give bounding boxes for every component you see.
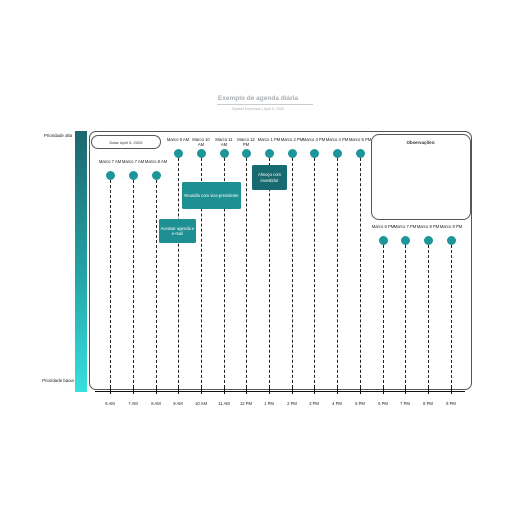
milestone-dot[interactable] <box>401 236 410 245</box>
axis-tick <box>246 388 247 394</box>
axis-tick-label: 12 PM <box>239 401 253 406</box>
date-box <box>91 135 161 149</box>
axis-tick-label: 8 PM <box>423 401 433 406</box>
milestone-label: Marco 9 AM <box>166 137 190 142</box>
milestone-guide-line <box>246 158 247 388</box>
milestone-dot[interactable] <box>197 149 206 158</box>
axis-tick-label: 10 AM <box>195 401 207 406</box>
page-subtitle: Ryzwet Empresas | April 5, 2025 <box>232 107 284 111</box>
event-investor-lunch[interactable] <box>252 165 287 190</box>
date-label: Data: April 5, 2025 <box>109 139 143 145</box>
milestone-dot[interactable] <box>220 149 229 158</box>
title-divider <box>217 104 313 105</box>
axis-tick <box>405 388 406 394</box>
milestone-dot[interactable] <box>424 236 433 245</box>
milestone-label: Marco 4 PM <box>325 137 349 142</box>
axis-tick <box>314 388 315 394</box>
observations-box[interactable] <box>371 134 471 220</box>
milestone-guide-line <box>314 158 315 388</box>
axis-tick <box>224 388 225 394</box>
milestone-dot[interactable] <box>129 171 138 180</box>
milestone-guide-line <box>337 158 338 388</box>
page-title: Exemplo de agenda diária <box>217 95 299 102</box>
milestone-guide-line <box>428 245 429 388</box>
milestone-label: Marco 7 AM <box>121 159 145 164</box>
axis-tick <box>383 388 384 394</box>
event-label: Almoço com investidor <box>257 172 282 183</box>
milestone-label: Marco 6 PM <box>371 224 395 229</box>
milestone-dot[interactable] <box>288 149 297 158</box>
axis-tick <box>269 388 270 394</box>
milestone-label: Marco 2 PM <box>280 137 304 142</box>
milestone-dot[interactable] <box>310 149 319 158</box>
milestone-guide-line <box>405 245 406 388</box>
milestone-dot[interactable] <box>265 149 274 158</box>
axis-tick-label: 4 PM <box>332 401 342 406</box>
milestone-dot[interactable] <box>106 171 115 180</box>
milestone-label: Marco 1 PM <box>257 137 281 142</box>
milestone-label: Marco 7 PM <box>393 224 417 229</box>
milestone-dot[interactable] <box>174 149 183 158</box>
milestone-guide-line <box>269 158 270 388</box>
milestone-label: Marco 7 AM <box>98 159 122 164</box>
milestone-guide-line <box>360 158 361 388</box>
axis-tick-label: 3 PM <box>309 401 319 406</box>
axis-tick-label: 6 PM <box>378 401 388 406</box>
axis-tick-label: 7 PM <box>400 401 410 406</box>
axis-tick <box>156 388 157 394</box>
milestone-label: Marco 5 PM <box>348 137 372 142</box>
event-vp-meeting[interactable] <box>182 182 241 209</box>
priority-low-label: Prioridade baixa <box>42 378 74 383</box>
milestone-guide-line <box>156 180 157 388</box>
priority-high-label: Prioridade alta <box>43 133 73 138</box>
axis-tick-label: 7 AM <box>128 401 138 406</box>
axis-tick <box>337 388 338 394</box>
milestone-dot[interactable] <box>152 171 161 180</box>
axis-tick <box>451 388 452 394</box>
milestone-dot[interactable] <box>379 236 388 245</box>
axis-tick <box>133 388 134 394</box>
axis-tick-label: 2 PM <box>287 401 297 406</box>
milestone-label: Marco 10 AM <box>192 137 210 148</box>
milestone-label: Marco 9 PM <box>439 224 463 229</box>
milestone-label: Marco 12 PM <box>237 137 255 148</box>
milestone-guide-line <box>110 180 111 388</box>
axis-tick-label: 8 AM <box>151 401 161 406</box>
axis-tick-label: 6 AM <box>105 401 115 406</box>
milestone-guide-line <box>383 245 384 388</box>
milestone-label: Marco 3 PM <box>302 137 326 142</box>
axis-tick-label: 1 PM <box>264 401 274 406</box>
axis-tick <box>360 388 361 394</box>
axis-tick-label: 9 PM <box>446 401 456 406</box>
axis-tick <box>178 388 179 394</box>
axis-tick <box>110 388 111 394</box>
axis-tick <box>428 388 429 394</box>
axis-tick <box>292 388 293 394</box>
event-label: Reunião com vice-presidente <box>184 192 239 198</box>
milestone-guide-line <box>178 158 179 388</box>
event-check-agenda[interactable] <box>159 219 196 243</box>
axis-tick <box>201 388 202 394</box>
timeline-axis <box>95 391 465 392</box>
observations-label: Observações: <box>406 140 436 145</box>
milestone-dot[interactable] <box>242 149 251 158</box>
axis-tick-label: 5 PM <box>355 401 365 406</box>
milestone-guide-line <box>292 158 293 388</box>
milestone-label: Marco 8 PM <box>416 224 440 229</box>
priority-gradient-bar <box>75 131 87 392</box>
milestone-dot[interactable] <box>447 236 456 245</box>
milestone-guide-line <box>133 180 134 388</box>
milestone-guide-line <box>451 245 452 388</box>
milestone-dot[interactable] <box>356 149 365 158</box>
event-label: Acessar agenda e e-mail <box>160 225 195 236</box>
milestone-label: Marco 8 AM <box>144 159 168 164</box>
axis-tick-label: 11 AM <box>218 401 230 406</box>
milestone-dot[interactable] <box>333 149 342 158</box>
milestone-label: Marco 11 AM <box>215 137 233 148</box>
axis-tick-label: 9 AM <box>173 401 183 406</box>
